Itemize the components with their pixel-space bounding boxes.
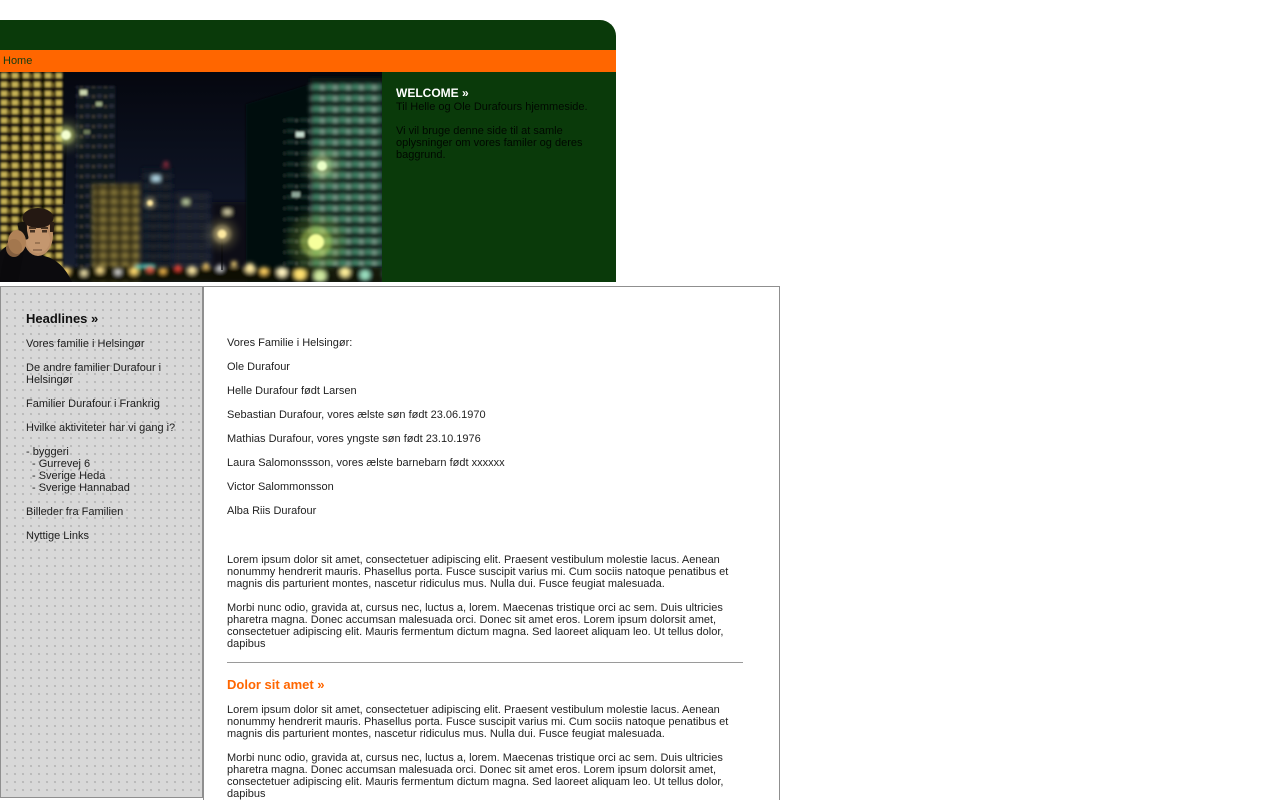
sidebar-item-aktiviteter[interactable]: Hvilke aktiviteter har vi gang i? bbox=[26, 422, 176, 434]
sidebar bbox=[0, 286, 203, 798]
body-paragraph: Morbi nunc odio, gravida at, cursus nec, luctus a, lorem. Maecenas tristique orci ac sem. Duis ultricies pharetra magna. Donec accumsan malesuada orci. Donec sit amet eros. Lorem ipsum dolorsit amet, consectetuer adipiscing elit. Mauris fermentum dictum magna. Sed laoreet aliquam leo. Ut tellus dolor, dapibus bbox=[227, 602, 724, 650]
welcome-body: Vi vil bruge denne side til at samle oplysninger om vores familer og deres baggrund. bbox=[396, 125, 583, 161]
welcome-intro: Til Helle og Ole Durafours hjemmeside. bbox=[396, 101, 588, 113]
hero-section bbox=[0, 72, 616, 282]
body-paragraph: Lorem ipsum dolor sit amet, consectetuer adipiscing elit. Praesent vestibulum molestie lacus. Aenean nonummy hendrerit mauris. Phasellus porta. Fusce suscipit varius mi. Cum sociis natoque penatibus et magnis dis parturient montes, nascetur ridiculus mus. Nulla dui. Fusce feugiat malesuada. bbox=[227, 704, 729, 740]
main-content bbox=[203, 286, 780, 800]
header-bar bbox=[0, 20, 616, 50]
nav-home-link[interactable]: Home bbox=[3, 55, 33, 67]
family-line: Mathias Durafour, vores yngste søn født 23.10.1976 bbox=[227, 433, 481, 445]
family-line: Sebastian Durafour, vores ælste søn født 23.06.1970 bbox=[227, 409, 486, 421]
family-line: Laura Salomonssson, vores ælste barnebarn født xxxxxx bbox=[227, 457, 505, 469]
sidebar-item-gurrevej[interactable]: - Gurrevej 6 bbox=[32, 458, 91, 470]
family-list bbox=[227, 337, 742, 517]
nav-bar bbox=[0, 50, 616, 72]
intro-text-block bbox=[227, 554, 742, 650]
body-paragraph: Lorem ipsum dolor sit amet, consectetuer adipiscing elit. Praesent vestibulum molestie lacus. Aenean nonummy hendrerit mauris. Phasellus porta. Fusce suscipit varius mi. Cum sociis natoque penatibus et magnis dis parturient montes, nascetur ridiculus mus. Nulla dui. Fusce feugiat malesuada. bbox=[227, 554, 729, 590]
section-text-block bbox=[227, 704, 742, 800]
sidebar-item-billeder[interactable]: Billeder fra Familien bbox=[26, 506, 124, 518]
section-heading: Dolor sit amet » bbox=[227, 677, 325, 692]
sidebar-item-sverige-hannabad[interactable]: - Sverige Hannabad bbox=[32, 482, 130, 494]
family-line: Vores Familie i Helsingør: bbox=[227, 337, 353, 349]
sidebar-item-de-andre-familier[interactable]: De andre familier Durafour i Helsingør bbox=[26, 362, 162, 386]
welcome-panel bbox=[382, 72, 616, 282]
sidebar-item-nyttige-links[interactable]: Nyttige Links bbox=[26, 530, 89, 542]
sidebar-item-familier-frankrig[interactable]: Familier Durafour i Frankrig bbox=[26, 398, 160, 410]
family-line: Helle Durafour født Larsen bbox=[227, 385, 357, 397]
family-line: Ole Durafour bbox=[227, 361, 290, 373]
sidebar-item-vores-familie[interactable]: Vores familie i Helsingør bbox=[26, 338, 145, 350]
section-divider bbox=[227, 662, 743, 663]
family-line: Alba Riis Durafour bbox=[227, 505, 317, 517]
hero-image bbox=[0, 72, 382, 282]
body-paragraph: Morbi nunc odio, gravida at, cursus nec, luctus a, lorem. Maecenas tristique orci ac sem. Duis ultricies pharetra magna. Donec accumsan malesuada orci. Donec sit amet eros. Lorem ipsum dolorsit amet, consectetuer adipiscing elit. Mauris fermentum dictum magna. Sed laoreet aliquam leo. Ut tellus dolor, dapibus bbox=[227, 752, 724, 800]
sidebar-title: Headlines » bbox=[26, 311, 99, 326]
family-line: Victor Salommonsson bbox=[227, 481, 334, 493]
welcome-title: WELCOME » bbox=[396, 86, 469, 100]
sidebar-item-sverige-heda[interactable]: - Sverige Heda bbox=[32, 470, 106, 482]
sidebar-item-byggeri[interactable]: - byggeri bbox=[26, 446, 69, 458]
